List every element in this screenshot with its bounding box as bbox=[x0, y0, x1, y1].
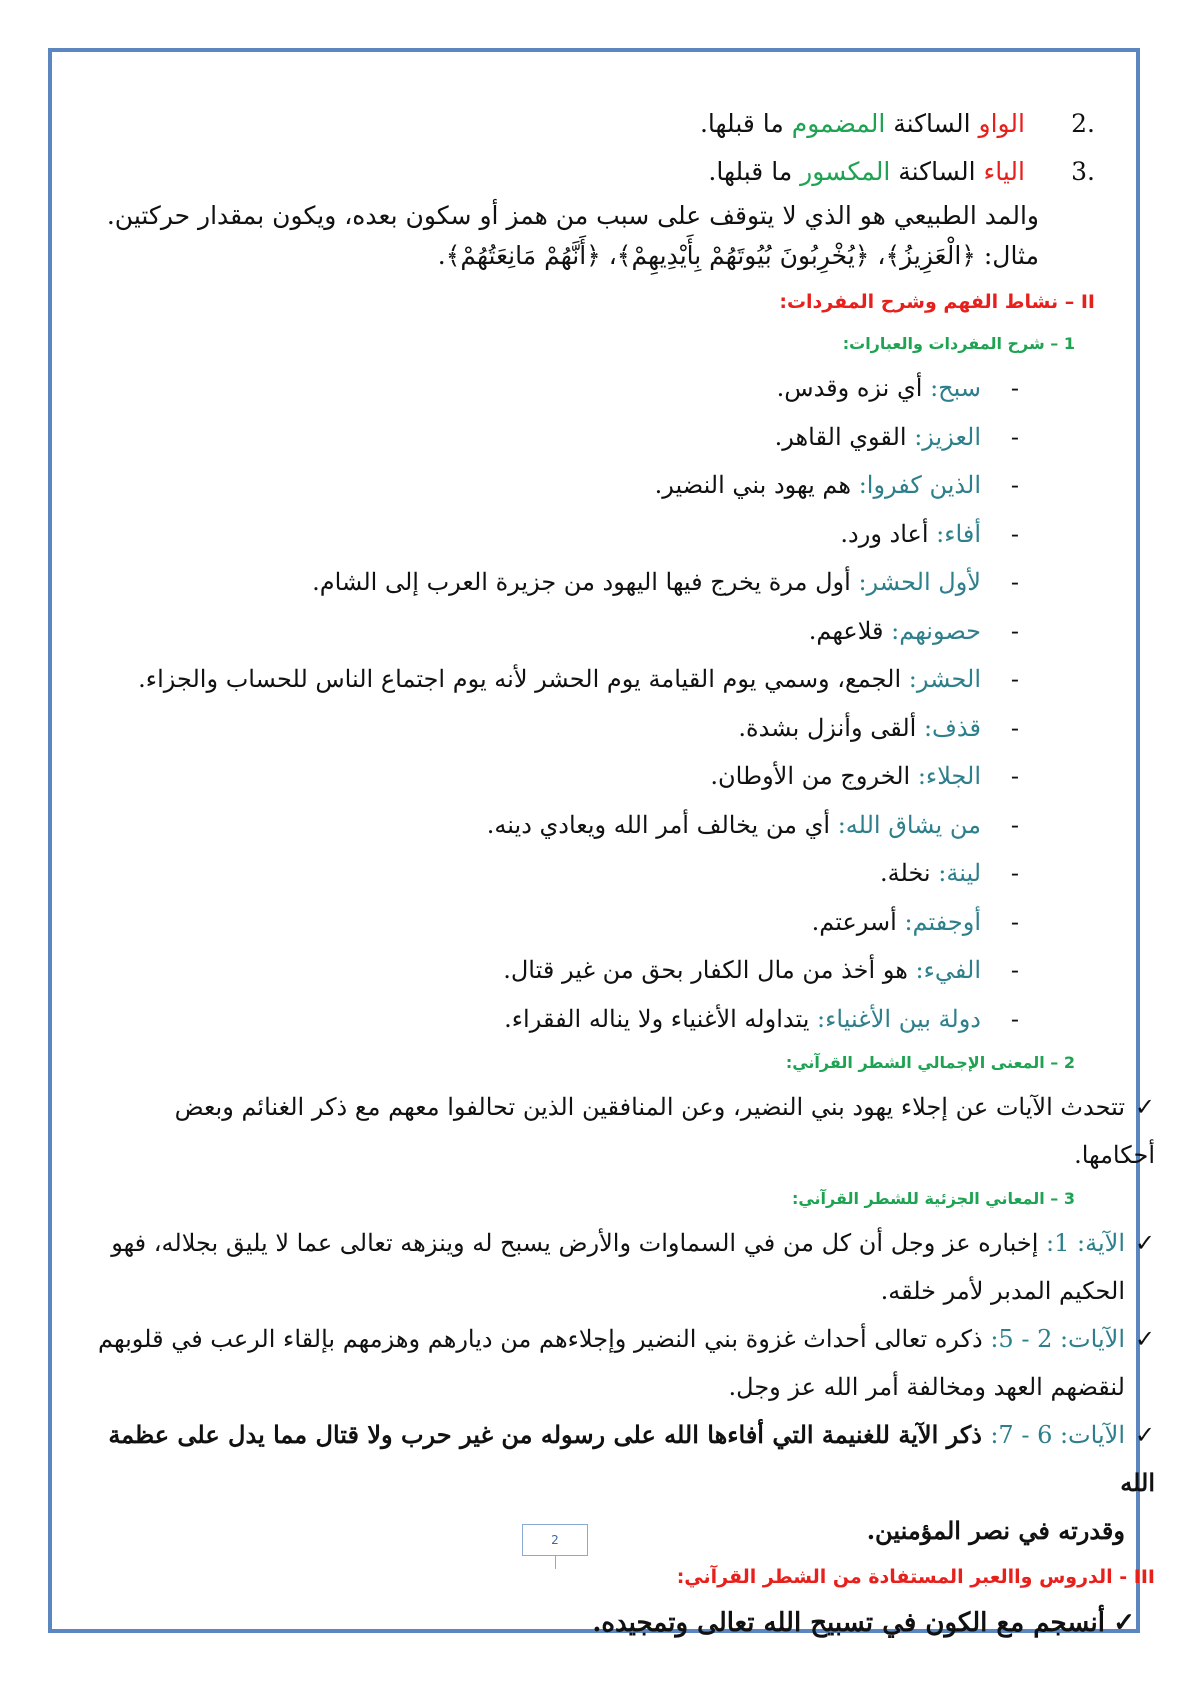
check-item-continuation: لنقضهم العهد ومخالفة أمر الله عز وجل. bbox=[728, 1373, 1125, 1401]
vocab-definition: أعاد ورد. bbox=[840, 519, 937, 548]
vocab-term: الفيء: bbox=[915, 956, 981, 984]
dash-bullet: - bbox=[1010, 956, 1019, 984]
list-item bbox=[90, 801, 1045, 850]
list-item bbox=[90, 995, 1045, 1044]
verse-text: ذكره تعالى أحداث غزوة بني النضير وإجلاءهم من ديارهم وهزمهم بإلقاء الرعب في قلوبهم bbox=[98, 1325, 991, 1353]
checkmark-icon: ✓ bbox=[1134, 1229, 1155, 1257]
paragraph-example: مثال: ﴿الْعَزِيزُ﴾، ﴿يُخْرِبُونَ بُيُوتَهُمْ بِأَيْدِيهِمْ﴾، ﴿أَنَّهُمْ مَانِعَتُهُمْ﴾. bbox=[437, 241, 1039, 270]
vocab-list bbox=[90, 364, 1095, 1043]
highlight-word: الواو bbox=[978, 109, 1025, 138]
dash-bullet: - bbox=[1010, 422, 1019, 451]
vocab-term: لأول الحشر: bbox=[858, 568, 981, 596]
list-item bbox=[90, 510, 1045, 559]
dash-bullet: - bbox=[1010, 616, 1019, 645]
check-item bbox=[90, 1315, 1155, 1363]
dash-bullet: - bbox=[1010, 907, 1019, 936]
partial-meanings-list bbox=[90, 1219, 1155, 1555]
list-item bbox=[90, 558, 1045, 607]
dash-bullet: - bbox=[1010, 665, 1019, 693]
vocab-definition: يتداوله الأغنياء ولا يناله الفقراء. bbox=[504, 1004, 818, 1033]
item-text: ما قبلها. bbox=[708, 157, 801, 186]
vocab-term: أفاء: bbox=[936, 519, 981, 548]
check-item bbox=[90, 1599, 1135, 1647]
vocab-definition: نخلة. bbox=[880, 859, 939, 887]
vocab-definition: الجمع، وسمي يوم القيامة يوم الحشر لأنه يوم اجتماع الناس للحساب والجزاء. bbox=[138, 665, 909, 693]
vocab-definition: هم يهود بني النضير. bbox=[654, 471, 859, 499]
subsection-heading: 3 – المعاني الجزئية للشطر القرآني: bbox=[791, 1189, 1075, 1208]
checkmark-icon: ✓ bbox=[1134, 1421, 1155, 1449]
item-number: 3. bbox=[1071, 157, 1095, 186]
dash-bullet: - bbox=[1010, 568, 1019, 596]
page-number: 2 bbox=[522, 1524, 588, 1556]
paragraph-natural-madd: والمد الطبيعي هو الذي لا يتوقف على سبب من همز أو سكون بعده، ويكون بمقدار حركتين. bbox=[106, 201, 1039, 230]
dash-bullet: - bbox=[1010, 519, 1019, 548]
vocab-term: دولة بين الأغنياء: bbox=[817, 1004, 981, 1033]
vocab-definition: القوي القاهر. bbox=[774, 422, 915, 451]
vocab-definition: أي نزه وقدس. bbox=[776, 374, 931, 402]
overall-meaning-text: تتحدث الآيات عن إجلاء يهود بني النضير، وعن المنافقين الذين تحالفوا معهم مع ذكر الغنائم وبعض أحكامها. bbox=[174, 1093, 1155, 1169]
highlight-word: الياء bbox=[983, 157, 1025, 186]
vocab-term: الذين كفروا: bbox=[858, 471, 981, 499]
list-item bbox=[90, 704, 1045, 753]
vocab-definition: هو أخذ من مال الكفار بحق من غير قتال. bbox=[503, 956, 916, 984]
item-text: ما قبلها. bbox=[699, 109, 792, 138]
document-body bbox=[90, 100, 1155, 1647]
vocab-definition: أسرعتم. bbox=[811, 907, 905, 936]
list-item bbox=[90, 413, 1045, 462]
subsection-heading: 2 – المعنى الإجمالي الشطر القرآني: bbox=[785, 1053, 1075, 1072]
vocab-term: الحشر: bbox=[908, 665, 981, 693]
checkmark-icon: ✓ bbox=[1134, 1093, 1155, 1121]
verse-label: الآيات: 2 - 5: bbox=[990, 1325, 1125, 1353]
vocab-term: الجلاء: bbox=[917, 762, 981, 790]
vocab-definition: الخروج من الأوطان. bbox=[710, 762, 918, 790]
numbered-item bbox=[90, 148, 1095, 196]
dash-bullet: - bbox=[1010, 713, 1019, 742]
check-item bbox=[90, 1411, 1155, 1507]
dash-bullet: - bbox=[1010, 1004, 1019, 1033]
lesson-text: أنسجم مع الكون في تسبيح الله تعالى وتمجيده. bbox=[592, 1608, 1105, 1638]
vocab-definition: أي من يخالف أمر الله ويعادي دينه. bbox=[486, 810, 838, 839]
dash-bullet: - bbox=[1010, 471, 1019, 499]
item-number: 2. bbox=[1071, 109, 1095, 138]
list-item bbox=[90, 364, 1045, 413]
list-item bbox=[90, 655, 1045, 704]
vocab-definition: أول مرة يخرج فيها اليهود من جزيرة العرب إلى الشام. bbox=[312, 568, 859, 596]
item-text: الساكنة bbox=[890, 157, 984, 186]
list-item bbox=[90, 461, 1045, 510]
vocab-term: أوجفتم: bbox=[904, 907, 981, 936]
numbered-item bbox=[90, 100, 1095, 148]
list-item bbox=[90, 946, 1045, 995]
check-item bbox=[90, 1219, 1155, 1267]
vocab-definition: قلاعهم. bbox=[808, 616, 892, 645]
list-item bbox=[90, 898, 1045, 947]
list-item bbox=[90, 752, 1045, 801]
item-text: الساكنة bbox=[885, 109, 979, 138]
checkmark-icon: ✓ bbox=[1113, 1608, 1135, 1638]
vocab-term: العزيز: bbox=[914, 422, 981, 451]
dash-bullet: - bbox=[1010, 374, 1019, 402]
verse-text: ذكر الآية للغنيمة التي أفاءها الله على رسوله من غير حرب ولا قتال مما يدل على عظمة الله bbox=[108, 1420, 1155, 1497]
vocab-term: لينة: bbox=[938, 859, 981, 887]
vocab-term: حصونهم: bbox=[891, 616, 981, 645]
verse-label: الآيات: 6 - 7: bbox=[990, 1421, 1125, 1449]
highlight-word: المكسور bbox=[800, 157, 891, 186]
check-item-continuation: الحكيم المدبر لأمر خلقه. bbox=[880, 1277, 1125, 1305]
dash-bullet: - bbox=[1010, 762, 1019, 790]
vocab-term: من يشاق الله: bbox=[837, 810, 981, 839]
checkmark-icon: ✓ bbox=[1134, 1325, 1155, 1353]
dash-bullet: - bbox=[1010, 810, 1019, 839]
verse-text: إخباره عز وجل أن كل من في السماوات والأرض يسبح له وينزهه تعالى عما لا يليق بجلاله، فهو bbox=[111, 1229, 1046, 1257]
subsection-heading: 1 – شرح المفردات والعبارات: bbox=[842, 334, 1075, 353]
vocab-definition: ألقى وأنزل بشدة. bbox=[738, 713, 924, 742]
page-number-stem bbox=[555, 1555, 556, 1569]
section-heading: III - الدروس واالعبر المستفادة من الشطر القرآني: bbox=[676, 1566, 1155, 1588]
verse-label: الآية: 1: bbox=[1046, 1229, 1125, 1257]
vocab-term: قذف: bbox=[923, 713, 981, 742]
vocab-term: سبح: bbox=[930, 374, 981, 402]
check-item bbox=[90, 1083, 1155, 1179]
list-item bbox=[90, 849, 1045, 898]
highlight-word: المضموم bbox=[791, 109, 886, 138]
list-item bbox=[90, 607, 1045, 656]
dash-bullet: - bbox=[1010, 859, 1019, 887]
section-heading: II – نشاط الفهم وشرح المفردات: bbox=[779, 291, 1095, 313]
check-item-continuation: وقدرته في نصر المؤمنين. bbox=[866, 1516, 1125, 1545]
